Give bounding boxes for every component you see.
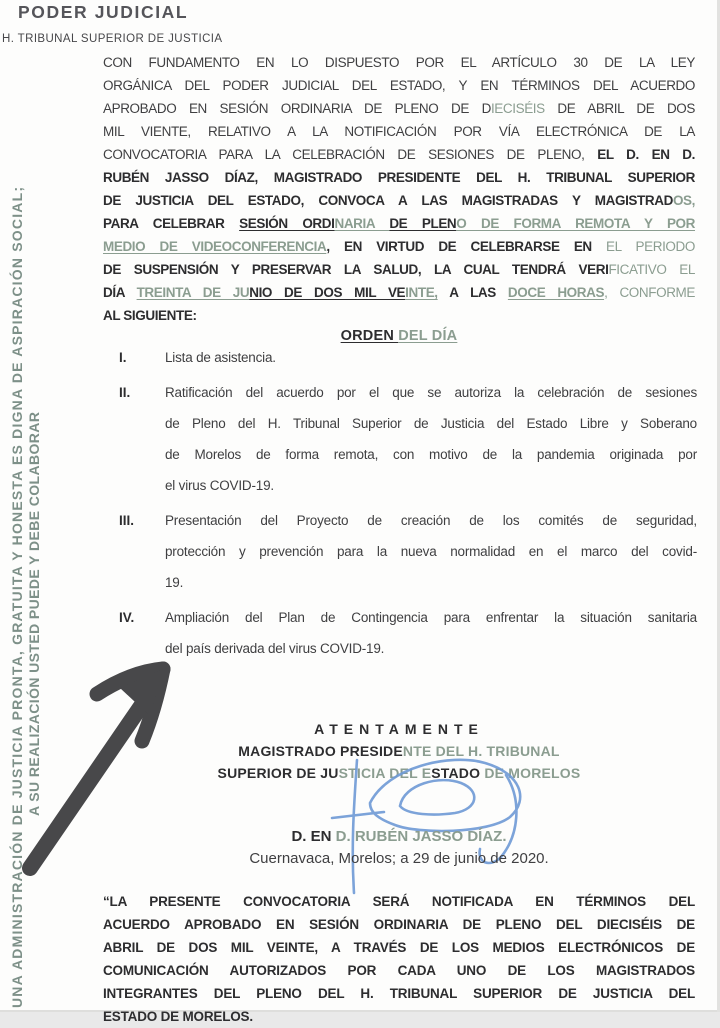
footer-line: ABRIL DE DOS MIL VEINTE, A TRAVÉS DE LOS MEDIOS ELECTRÓNICOS DE [103, 940, 695, 955]
text-segment: DEL DÍA [398, 328, 458, 344]
text-segment: DE PLEN [389, 216, 457, 231]
text-segment: ORDEN [340, 328, 399, 344]
sidebar-motto-line-2: A SU REALIZACIÓN USTED PUEDE Y DEBE COLABORAR [26, 411, 42, 816]
intro-line [103, 120, 695, 143]
orden-del-dia-list [103, 342, 697, 668]
text-segment: SESIÓN ORDI [239, 216, 335, 231]
text-segment: O DE FORMA REMOTA Y POR [456, 216, 696, 231]
intro-line [103, 166, 695, 189]
text-segment: D. RUBÉN JASSO DÍAZ. [335, 828, 507, 845]
intro-line [103, 189, 695, 212]
signatory-title-line-2 [103, 762, 695, 784]
text-segment: MAGISTRADO PRESIDE [238, 743, 403, 759]
intro-line [103, 304, 695, 327]
item-line: Presentación del Proyecto de creación de los comités de seguridad, [165, 513, 697, 528]
text-segment: ATENTAMENTE [314, 721, 484, 737]
text-segment: , EN VIRTUD DE CELEBRARSE EN [326, 239, 607, 254]
item-numeral: II. [119, 385, 131, 400]
text-segment: INTE, [405, 285, 438, 300]
text-segment: ORGÁNICA DEL PODER JUDICIAL DEL ESTADO, Y EN TÉRMINOS DEL ACUERDO [103, 78, 695, 93]
item-line: protección y prevención para la nueva normalidad en el marco del covid- [165, 544, 697, 559]
text-segment: DOS MIL VE [314, 285, 406, 300]
text-segment: NTE DEL H. TRIBUNAL [402, 743, 560, 759]
footer-line: ESTADO DE MORELOS. [103, 1009, 253, 1024]
item-numeral: III. [119, 513, 135, 528]
text-segment: SUPERIOR DE JU [217, 765, 339, 781]
footer-line: “LA PRESENTE CONVOCATORIA SERÁ NOTIFICADA EN TÉRMINOS DEL [103, 894, 695, 909]
text-segment: FICATIVO EL [608, 262, 695, 277]
footer-paragraph [103, 890, 695, 1028]
intro-line [103, 97, 695, 120]
footer-line: COMUNICACIÓN AUTORIZADOS POR CADA UNO DE LOS MAGISTRADOS [103, 963, 695, 978]
text-segment: D. EN [291, 828, 336, 845]
text-segment: APROBADO EN SESIÓN ORDINARIA DE PLENO DE D [103, 101, 491, 116]
item-line: del país derivada del virus COVID-19. [165, 641, 385, 656]
list-item [103, 602, 697, 664]
text-segment: DE ABRIL DE DOS [544, 101, 695, 116]
item-numeral: IV. [119, 610, 135, 625]
text-segment: MEDIO DE VIDEOCONFERENCIA [103, 239, 327, 254]
item-text [165, 342, 697, 373]
text-segment: OS, [672, 193, 695, 208]
intro-line [103, 258, 695, 281]
text-segment: EL PERIODO [606, 239, 695, 254]
item-numeral: I. [119, 350, 127, 365]
tribunal-subtitle: H. TRIBUNAL SUPERIOR DE JUSTICIA [2, 33, 223, 45]
item-line: Ratificación del acuerdo por el que se autoriza la celebración de sesiones [165, 385, 697, 400]
text-segment: MIL VIENTE, RELATIVO A LA NOTIFICACIÓN POR VÍA ELECTRÓNICA DE LA [103, 124, 695, 139]
text-segment: AL SIGUIENTE: [103, 308, 197, 323]
sidebar-motto-line-1: UNA ADMINISTRACIÓN DE JUSTICIA PRONTA, GRATUITA Y HONESTA ES DIGNA DE ASPIRACIÓN SOCIAL; [9, 185, 25, 1008]
text-segment: EL D. EN D. [597, 147, 695, 162]
poder-judicial-logo: PODER JUDICIAL [18, 2, 189, 22]
footer-line: ACUERDO APROBADO EN SESIÓN ORDINARIA DE PLENO DEL DIECISÉIS DE [103, 917, 695, 932]
text-segment: TREINTA DE JU [136, 285, 250, 300]
intro-paragraph [103, 51, 695, 327]
closing-block [103, 718, 695, 784]
text-segment: CON FUNDAMENTO EN LO DISPUESTO POR EL ARTÍCULO 30 DE LA LEY [103, 55, 695, 70]
text-segment: A LAS [437, 285, 508, 300]
text-segment: CONVOCATORIA PARA LA CELEBRACIÓN DE SESIONES DE PLENO, [103, 147, 598, 162]
intro-line [103, 281, 695, 304]
intro-line [103, 51, 695, 74]
text-segment: NARIA [334, 216, 390, 231]
intro-line [103, 235, 695, 258]
text-segment: NIO DE [249, 285, 315, 300]
item-line: 19. [165, 575, 184, 590]
text-segment: STADO [431, 765, 485, 781]
item-line: Ampliación del Plan de Contingencia para enfrentar la situación sanitaria [165, 610, 697, 625]
list-item [103, 377, 697, 501]
signatory-name [103, 826, 695, 848]
item-text [165, 377, 697, 501]
item-line: Lista de asistencia. [165, 350, 276, 365]
text-segment: DE SUSPENSIÓN Y PRESERVAR LA SALUD, LA CUAL TENDRÁ VERI [103, 262, 609, 277]
text-segment: IECISÉIS [490, 101, 545, 116]
intro-line [103, 143, 695, 166]
text-segment: DOCE HORAS [507, 285, 605, 300]
item-line: el virus COVID-19. [165, 478, 274, 493]
intro-line [103, 212, 695, 235]
footer-line: INTEGRANTES DEL PLENO DEL H. TRIBUNAL SUPERIOR DE JUSTICIA DEL [103, 986, 695, 1001]
atentamente-heading [103, 718, 695, 740]
item-text [165, 602, 697, 664]
dateline: Cuernavaca, Morelos; a 29 de junio de 2020. [249, 850, 549, 867]
text-segment: DE JUSTICIA DEL ESTADO, CONVOCA A LAS MAGISTRADAS Y MAGISTRAD [103, 193, 673, 208]
text-segment: RUBÉN JASSO DÍAZ, MAGISTRADO PRESIDENTE DEL H. TRIBUNAL SUPERIOR [103, 170, 695, 185]
list-item [103, 342, 697, 373]
intro-line [103, 74, 695, 97]
item-line: de Pleno del H. Tribunal Superior de Justicia del Estado Libre y Soberano [165, 416, 697, 431]
text-segment: DE MORELOS [484, 765, 581, 781]
text-segment: , CONFORME [604, 285, 695, 300]
text-segment: STICIA DEL E [338, 765, 432, 781]
text-segment: PARA CELEBRAR [103, 216, 240, 231]
signatory-title-line-1 [103, 740, 695, 762]
item-line: de Morelos de forma remota, con motivo de la pandemia originada por [165, 447, 697, 462]
text-segment: DÍA [103, 285, 137, 300]
list-item [103, 505, 697, 598]
item-text [165, 505, 697, 598]
